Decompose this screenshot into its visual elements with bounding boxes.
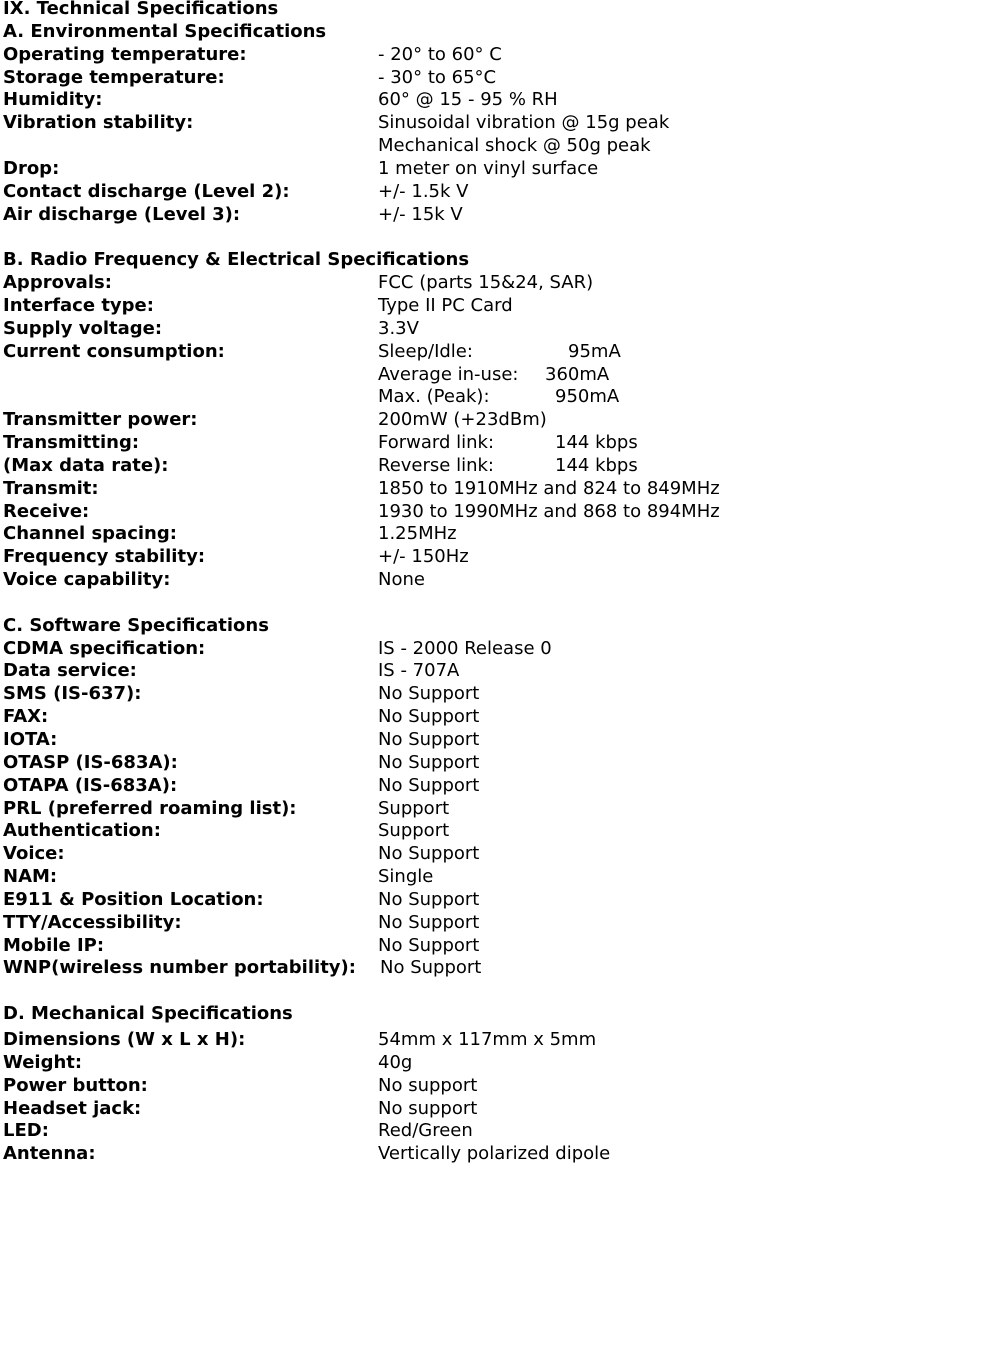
spec-label: Authentication: <box>3 820 161 842</box>
spec-value: Support <box>378 797 450 819</box>
spec-label: FAX: <box>3 706 49 728</box>
spec-subvalue: 95mA <box>568 340 621 362</box>
spec-value: No Support <box>380 957 482 979</box>
spec-label: Voice: <box>3 843 65 865</box>
spec-row <box>3 706 973 729</box>
spec-label: IOTA: <box>3 729 58 750</box>
spec-label: Voice capability: <box>3 569 171 591</box>
spec-value: No Support <box>378 934 480 956</box>
spec-row <box>3 775 973 798</box>
spec-value: No Support <box>378 843 480 865</box>
spec-row-transmitter-power <box>3 409 973 432</box>
spec-row-transmit <box>3 478 973 501</box>
spec-row-vibration-continued <box>3 135 973 158</box>
spec-subvalue: 144 kbps <box>555 454 638 476</box>
spec-row <box>3 1029 973 1052</box>
spec-row <box>3 1120 973 1143</box>
spec-value: No Support <box>378 911 480 933</box>
spec-value: 3.3V <box>378 317 419 339</box>
section-spacer <box>3 592 973 615</box>
spec-row <box>3 935 973 958</box>
spec-value: Sinusoidal vibration @ 15g peak <box>378 112 670 134</box>
spec-row <box>3 1098 973 1121</box>
spec-value: 1.25MHz <box>378 523 457 545</box>
spec-value: No Support <box>378 729 480 750</box>
spec-row-air-discharge <box>3 204 973 227</box>
spec-value: 60° @ 15 - 95 % RH <box>378 89 558 111</box>
spec-value: 40g <box>378 1051 413 1073</box>
spec-value: FCC (parts 15&24, SAR) <box>378 272 594 294</box>
spec-label: Approvals: <box>3 272 112 294</box>
spec-value: Red/Green <box>378 1120 473 1142</box>
spec-value: No Support <box>378 683 480 705</box>
spec-label: Data service: <box>3 660 137 682</box>
spec-row <box>3 1143 973 1166</box>
spec-row <box>3 798 973 821</box>
section-spacer <box>3 980 973 1003</box>
spec-label: Headset jack: <box>3 1097 142 1119</box>
spec-row-storage-temperature <box>3 67 973 90</box>
spec-value: None <box>378 569 425 591</box>
spec-label: Channel spacing: <box>3 523 177 545</box>
spec-subname: Reverse link: <box>378 454 494 476</box>
spec-value: 1930 to 1990MHz and 868 to 894MHz <box>378 500 720 522</box>
spec-label: Storage temperature: <box>3 66 225 88</box>
spec-row-receive <box>3 501 973 524</box>
spec-row <box>3 752 973 775</box>
spec-label: Receive: <box>3 500 90 522</box>
section-heading-radio-frequency: B. Radio Frequency & Electrical Specifications <box>3 249 470 271</box>
spec-label: (Max data rate): <box>3 454 169 476</box>
spec-label: Transmit: <box>3 477 99 499</box>
spec-value: 1850 to 1910MHz and 824 to 849MHz <box>378 477 720 499</box>
spec-row-channel-spacing <box>3 523 973 546</box>
section-heading-mechanical: D. Mechanical Specifications <box>3 1003 293 1025</box>
spec-row-supply-voltage <box>3 318 973 341</box>
spec-value: No support <box>378 1074 478 1096</box>
spec-subname: Forward link: <box>378 432 495 454</box>
spec-value: IS - 707A <box>378 660 460 682</box>
spec-row <box>3 660 973 683</box>
spec-label: TTY/Accessibility: <box>3 911 182 933</box>
spec-value: +/- 15k V <box>378 203 463 225</box>
spec-label: Transmitting: <box>3 432 140 454</box>
spec-label: Contact discharge (Level 2): <box>3 180 290 202</box>
spec-value: IS - 2000 Release 0 <box>378 637 552 659</box>
spec-value: Single <box>378 866 434 888</box>
spec-label: Power button: <box>3 1074 148 1096</box>
spec-label: Vibration stability: <box>3 112 194 134</box>
spec-label: Frequency stability: <box>3 546 206 568</box>
spec-value: 54mm x 117mm x 5mm <box>378 1028 597 1050</box>
spec-label: SMS (IS-637): <box>3 683 142 705</box>
spec-label: OTASP (IS-683A): <box>3 751 178 773</box>
spec-label: Air discharge (Level 3): <box>3 203 241 225</box>
spec-row <box>3 843 973 866</box>
spec-label: Supply voltage: <box>3 317 163 339</box>
spec-label: Antenna: <box>3 1143 96 1165</box>
spec-row <box>3 1052 973 1075</box>
software-spec-list <box>3 638 973 981</box>
spec-label: CDMA specification: <box>3 637 206 659</box>
spec-value: +/- 150Hz <box>378 546 469 568</box>
spec-value: 1 meter on vinyl surface <box>378 157 599 179</box>
spec-label: Current consumption: <box>3 340 225 362</box>
spec-label: Drop: <box>3 157 60 179</box>
spec-value: Vertically polarized dipole <box>378 1143 611 1165</box>
spec-value: Type II PC Card <box>378 294 513 316</box>
spec-label: PRL (preferred roaming list): <box>3 797 297 819</box>
spec-subname: Sleep/Idle: <box>378 340 473 362</box>
spec-value: - 20° to 60° C <box>378 43 502 65</box>
spec-value: No Support <box>378 751 480 773</box>
mechanical-spec-list <box>3 1029 973 1166</box>
spec-row-contact-discharge <box>3 181 973 204</box>
spec-row <box>3 638 973 661</box>
spec-subname: Average in-use: <box>378 363 519 385</box>
spec-row-current-peak <box>3 386 973 409</box>
spec-value: +/- 1.5k V <box>378 180 469 202</box>
spec-label: LED: <box>3 1120 49 1142</box>
spec-row-frequency-stability <box>3 546 973 569</box>
spec-label: Operating temperature: <box>3 43 247 65</box>
spec-value: Support <box>378 820 450 842</box>
spec-row-voice-capability <box>3 569 973 592</box>
spec-label: NAM: <box>3 866 58 888</box>
page-title: IX. Technical Specifications <box>3 0 279 19</box>
spec-subvalue: 360mA <box>545 363 610 385</box>
spec-row <box>3 1075 973 1098</box>
spec-label: Mobile IP: <box>3 934 105 956</box>
spec-label: Humidity: <box>3 89 103 111</box>
spec-row <box>3 912 973 935</box>
spec-row-current-average <box>3 364 973 387</box>
spec-value: 200mW (+23dBm) <box>378 409 547 431</box>
spec-row <box>3 683 973 706</box>
spec-value: No Support <box>378 888 480 910</box>
spec-subvalue: 144 kbps <box>555 432 638 454</box>
spec-row-drop <box>3 158 973 181</box>
spec-label: Dimensions (W x L x H): <box>3 1028 246 1050</box>
spec-document <box>3 0 973 1166</box>
spec-label: Transmitter power: <box>3 409 198 431</box>
spec-value: No support <box>378 1097 478 1119</box>
spec-value: No Support <box>378 706 480 728</box>
section-heading-software: C. Software Specifications <box>3 614 269 636</box>
spec-label: Weight: <box>3 1051 83 1073</box>
spec-row-humidity <box>3 89 973 112</box>
spec-label: WNP(wireless number portability): <box>3 957 356 979</box>
spec-label: Interface type: <box>3 294 154 316</box>
spec-label: E911 & Position Location: <box>3 888 264 910</box>
spec-row-current-sleep <box>3 341 973 364</box>
spec-subvalue: 950mA <box>555 386 620 408</box>
spec-label: OTAPA (IS-683A): <box>3 774 178 796</box>
spec-row <box>3 820 973 843</box>
spec-row <box>3 889 973 912</box>
spec-row-wnp <box>3 957 973 980</box>
spec-row-operating-temperature <box>3 44 973 67</box>
spec-value: - 30° to 65°C <box>378 66 497 88</box>
spec-value: No Support <box>378 774 480 796</box>
spec-row-vibration <box>3 112 973 135</box>
spec-row <box>3 866 973 889</box>
spec-row-transmitting <box>3 432 973 455</box>
section-spacer <box>3 226 973 249</box>
spec-value: Mechanical shock @ 50g peak <box>378 135 651 157</box>
spec-row-approvals <box>3 272 973 295</box>
spec-subname: Max. (Peak): <box>378 386 490 408</box>
spec-row-max-data-rate <box>3 455 973 478</box>
section-heading-environmental: A. Environmental Specifications <box>3 20 327 42</box>
spec-row <box>3 729 973 752</box>
spec-row-interface-type <box>3 295 973 318</box>
